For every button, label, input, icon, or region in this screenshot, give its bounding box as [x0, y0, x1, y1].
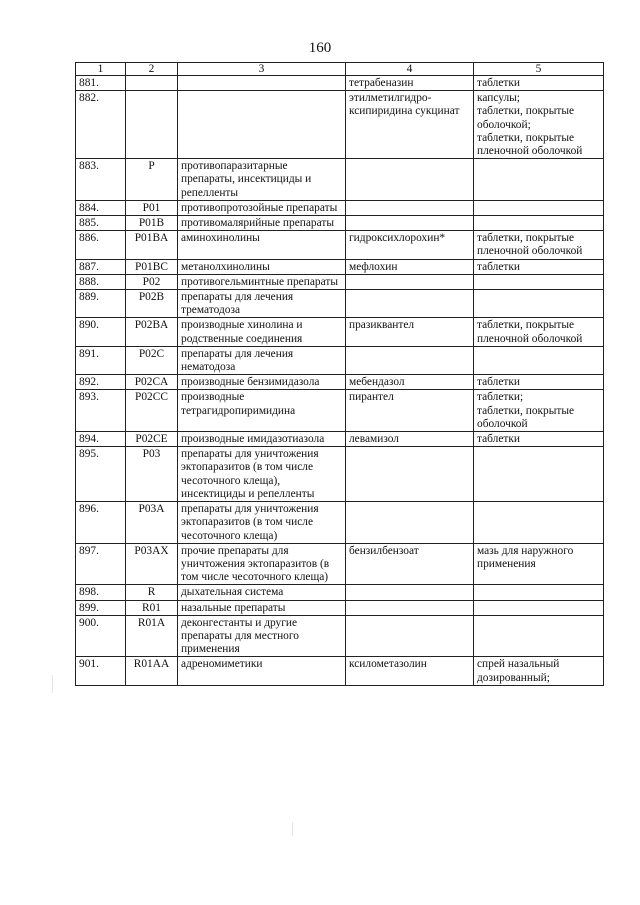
table-row	[76, 259, 604, 274]
dosage-form-line: таблетки	[477, 77, 521, 89]
group-name: производные имидазотиазола	[178, 432, 346, 447]
group-name: производные бензимидазола	[178, 375, 346, 390]
group-name: производные хинолина и родственные соединения	[178, 318, 346, 346]
dosage-form-line: спрей назальный дозированный;	[477, 658, 560, 684]
drug-name: празиквантел	[346, 318, 474, 346]
table-row	[76, 91, 604, 159]
row-number: 887.	[76, 259, 126, 274]
drug-name: ксилометазолин	[346, 657, 474, 685]
table-row	[76, 274, 604, 289]
dosage-form-line: капсулы;	[477, 92, 520, 105]
dosage-form	[474, 216, 604, 231]
dosage-form	[474, 390, 604, 432]
atx-code: R01A	[126, 615, 178, 657]
atx-code: P02BA	[126, 318, 178, 346]
drug-name: этилметилгидро-ксипиридина сукцинат	[346, 91, 474, 159]
table-row	[76, 600, 604, 615]
dosage-form-line: таблетки, покрытые оболочкой	[477, 404, 575, 430]
dosage-form	[474, 76, 604, 91]
row-number: 893.	[76, 390, 126, 432]
dosage-form	[474, 615, 604, 657]
atx-code: R01AA	[126, 657, 178, 685]
group-name: противопаразитарные препараты, инсектициды и репелленты	[178, 159, 346, 201]
header-row	[76, 63, 604, 76]
drug-name	[346, 600, 474, 615]
row-number: 884.	[76, 200, 126, 215]
drug-name	[346, 615, 474, 657]
drug-name: мефлохин	[346, 259, 474, 274]
group-name: прочие препараты для уничтожения эктопаразитов (в том числе чесоточного клеща)	[178, 543, 346, 585]
dosage-form	[474, 259, 604, 274]
drug-name	[346, 216, 474, 231]
atx-code: P	[126, 159, 178, 201]
margin-mark	[52, 675, 53, 693]
dosage-form	[474, 447, 604, 502]
group-name: препараты для лечения трематодоза	[178, 290, 346, 318]
row-number: 885.	[76, 216, 126, 231]
drug-name: пирантел	[346, 390, 474, 432]
drug-list-table	[75, 62, 604, 686]
table-row	[76, 200, 604, 215]
drug-name: тетрабеназин	[346, 76, 474, 91]
dosage-form-line: таблетки, покрытые пленочной оболочкой	[477, 319, 583, 345]
group-name: дыхательная система	[178, 585, 346, 600]
dosage-form-line: таблетки, покрытые пленочной оболочкой	[477, 232, 583, 258]
table-row	[76, 543, 604, 585]
row-number: 883.	[76, 159, 126, 201]
table-row	[76, 375, 604, 390]
table-row	[76, 502, 604, 544]
row-number: 894.	[76, 432, 126, 447]
dosage-form	[474, 318, 604, 346]
atx-code: P02B	[126, 290, 178, 318]
table-row	[76, 346, 604, 374]
group-name: препараты для лечения нематодоза	[178, 346, 346, 374]
header-col-5: 5	[474, 63, 604, 76]
row-number: 897.	[76, 543, 126, 585]
dosage-form	[474, 200, 604, 215]
dosage-form-line: таблетки, покрытые оболочкой;	[477, 105, 575, 131]
dosage-form	[474, 657, 604, 685]
row-number: 888.	[76, 274, 126, 289]
row-number: 898.	[76, 585, 126, 600]
group-name: производные тетрагидропиримидина	[178, 390, 346, 432]
row-number: 886.	[76, 231, 126, 259]
dosage-form-line: таблетки	[477, 433, 521, 446]
dosage-form	[474, 290, 604, 318]
dosage-form	[474, 502, 604, 544]
atx-code	[126, 91, 178, 159]
drug-name	[346, 585, 474, 600]
header-col-3: 3	[178, 63, 346, 76]
atx-code: P01BA	[126, 231, 178, 259]
row-number: 899.	[76, 600, 126, 615]
row-number: 895.	[76, 447, 126, 502]
row-number: 900.	[76, 615, 126, 657]
dosage-form	[474, 585, 604, 600]
atx-code: P01	[126, 200, 178, 215]
table-row	[76, 657, 604, 685]
table-body	[76, 76, 604, 686]
group-name: противомалярийные препараты	[178, 216, 346, 231]
table-row	[76, 447, 604, 502]
group-name: деконгестанты и другие препараты для местного применения	[178, 615, 346, 657]
atx-code	[126, 76, 178, 91]
group-name: аминохинолины	[178, 231, 346, 259]
atx-code: P03A	[126, 502, 178, 544]
dosage-form	[474, 91, 604, 159]
header-col-1: 1	[76, 63, 126, 76]
group-name: назальные препараты	[178, 600, 346, 615]
dosage-form	[474, 432, 604, 447]
dosage-form	[474, 375, 604, 390]
dosage-form-line: мазь для наружного применения	[477, 544, 574, 570]
dosage-form	[474, 159, 604, 201]
row-number: 882.	[76, 91, 126, 159]
drug-name	[346, 290, 474, 318]
atx-code: P03AX	[126, 543, 178, 585]
drug-name: левамизол	[346, 432, 474, 447]
atx-code: R	[126, 585, 178, 600]
dosage-form	[474, 231, 604, 259]
group-name: препараты для уничтожения эктопаразитов (в том числе чесоточного клеща)	[178, 502, 346, 544]
dosage-form-line: таблетки, покрытые пленочной оболочкой	[477, 131, 583, 158]
table-row	[76, 216, 604, 231]
table-row	[76, 615, 604, 657]
atx-code: P01BC	[126, 259, 178, 274]
group-name	[178, 91, 346, 159]
atx-code: R01	[126, 600, 178, 615]
header-col-4: 4	[346, 63, 474, 76]
row-number: 881.	[76, 76, 126, 91]
dosage-form	[474, 543, 604, 585]
table-row	[76, 290, 604, 318]
drug-name	[346, 447, 474, 502]
atx-code: P02	[126, 274, 178, 289]
table-row	[76, 585, 604, 600]
group-name	[178, 76, 346, 91]
group-name: метанолхинолины	[178, 259, 346, 274]
margin-mark	[292, 822, 293, 836]
group-name: препараты для уничтожения эктопаразитов (в том числе чесоточного клеща), инсектициды и репелленты	[178, 447, 346, 502]
drug-name	[346, 502, 474, 544]
drug-name: мебендазол	[346, 375, 474, 390]
atx-code: P02CA	[126, 375, 178, 390]
table-header	[76, 63, 604, 76]
row-number: 890.	[76, 318, 126, 346]
dosage-form	[474, 600, 604, 615]
row-number: 892.	[76, 375, 126, 390]
atx-code: P03	[126, 447, 178, 502]
dosage-form-line: таблетки	[477, 260, 521, 273]
table-row	[76, 76, 604, 91]
group-name: адреномиметики	[178, 657, 346, 685]
table-row	[76, 159, 604, 201]
dosage-form	[474, 346, 604, 374]
row-number: 891.	[76, 346, 126, 374]
atx-code: P02CC	[126, 390, 178, 432]
row-number: 896.	[76, 502, 126, 544]
table-row	[76, 318, 604, 346]
group-name: противопротозойные препараты	[178, 200, 346, 215]
table-row	[76, 432, 604, 447]
page-number: 160	[308, 40, 332, 56]
drug-name	[346, 346, 474, 374]
dosage-form	[474, 274, 604, 289]
drug-name	[346, 200, 474, 215]
row-number: 889.	[76, 290, 126, 318]
table-row	[76, 231, 604, 259]
drug-name: бензилбензоат	[346, 543, 474, 585]
table-row	[76, 390, 604, 432]
drug-name	[346, 274, 474, 289]
atx-code: P02C	[126, 346, 178, 374]
atx-code: P02CE	[126, 432, 178, 447]
dosage-form-line: таблетки;	[477, 391, 524, 404]
drug-name: гидроксихлорохин*	[346, 231, 474, 259]
atx-code: P01B	[126, 216, 178, 231]
group-name: противогельминтные препараты	[178, 274, 346, 289]
row-number: 901.	[76, 657, 126, 685]
header-col-2: 2	[126, 63, 178, 76]
drug-name	[346, 159, 474, 201]
dosage-form-line: таблетки	[477, 376, 521, 389]
